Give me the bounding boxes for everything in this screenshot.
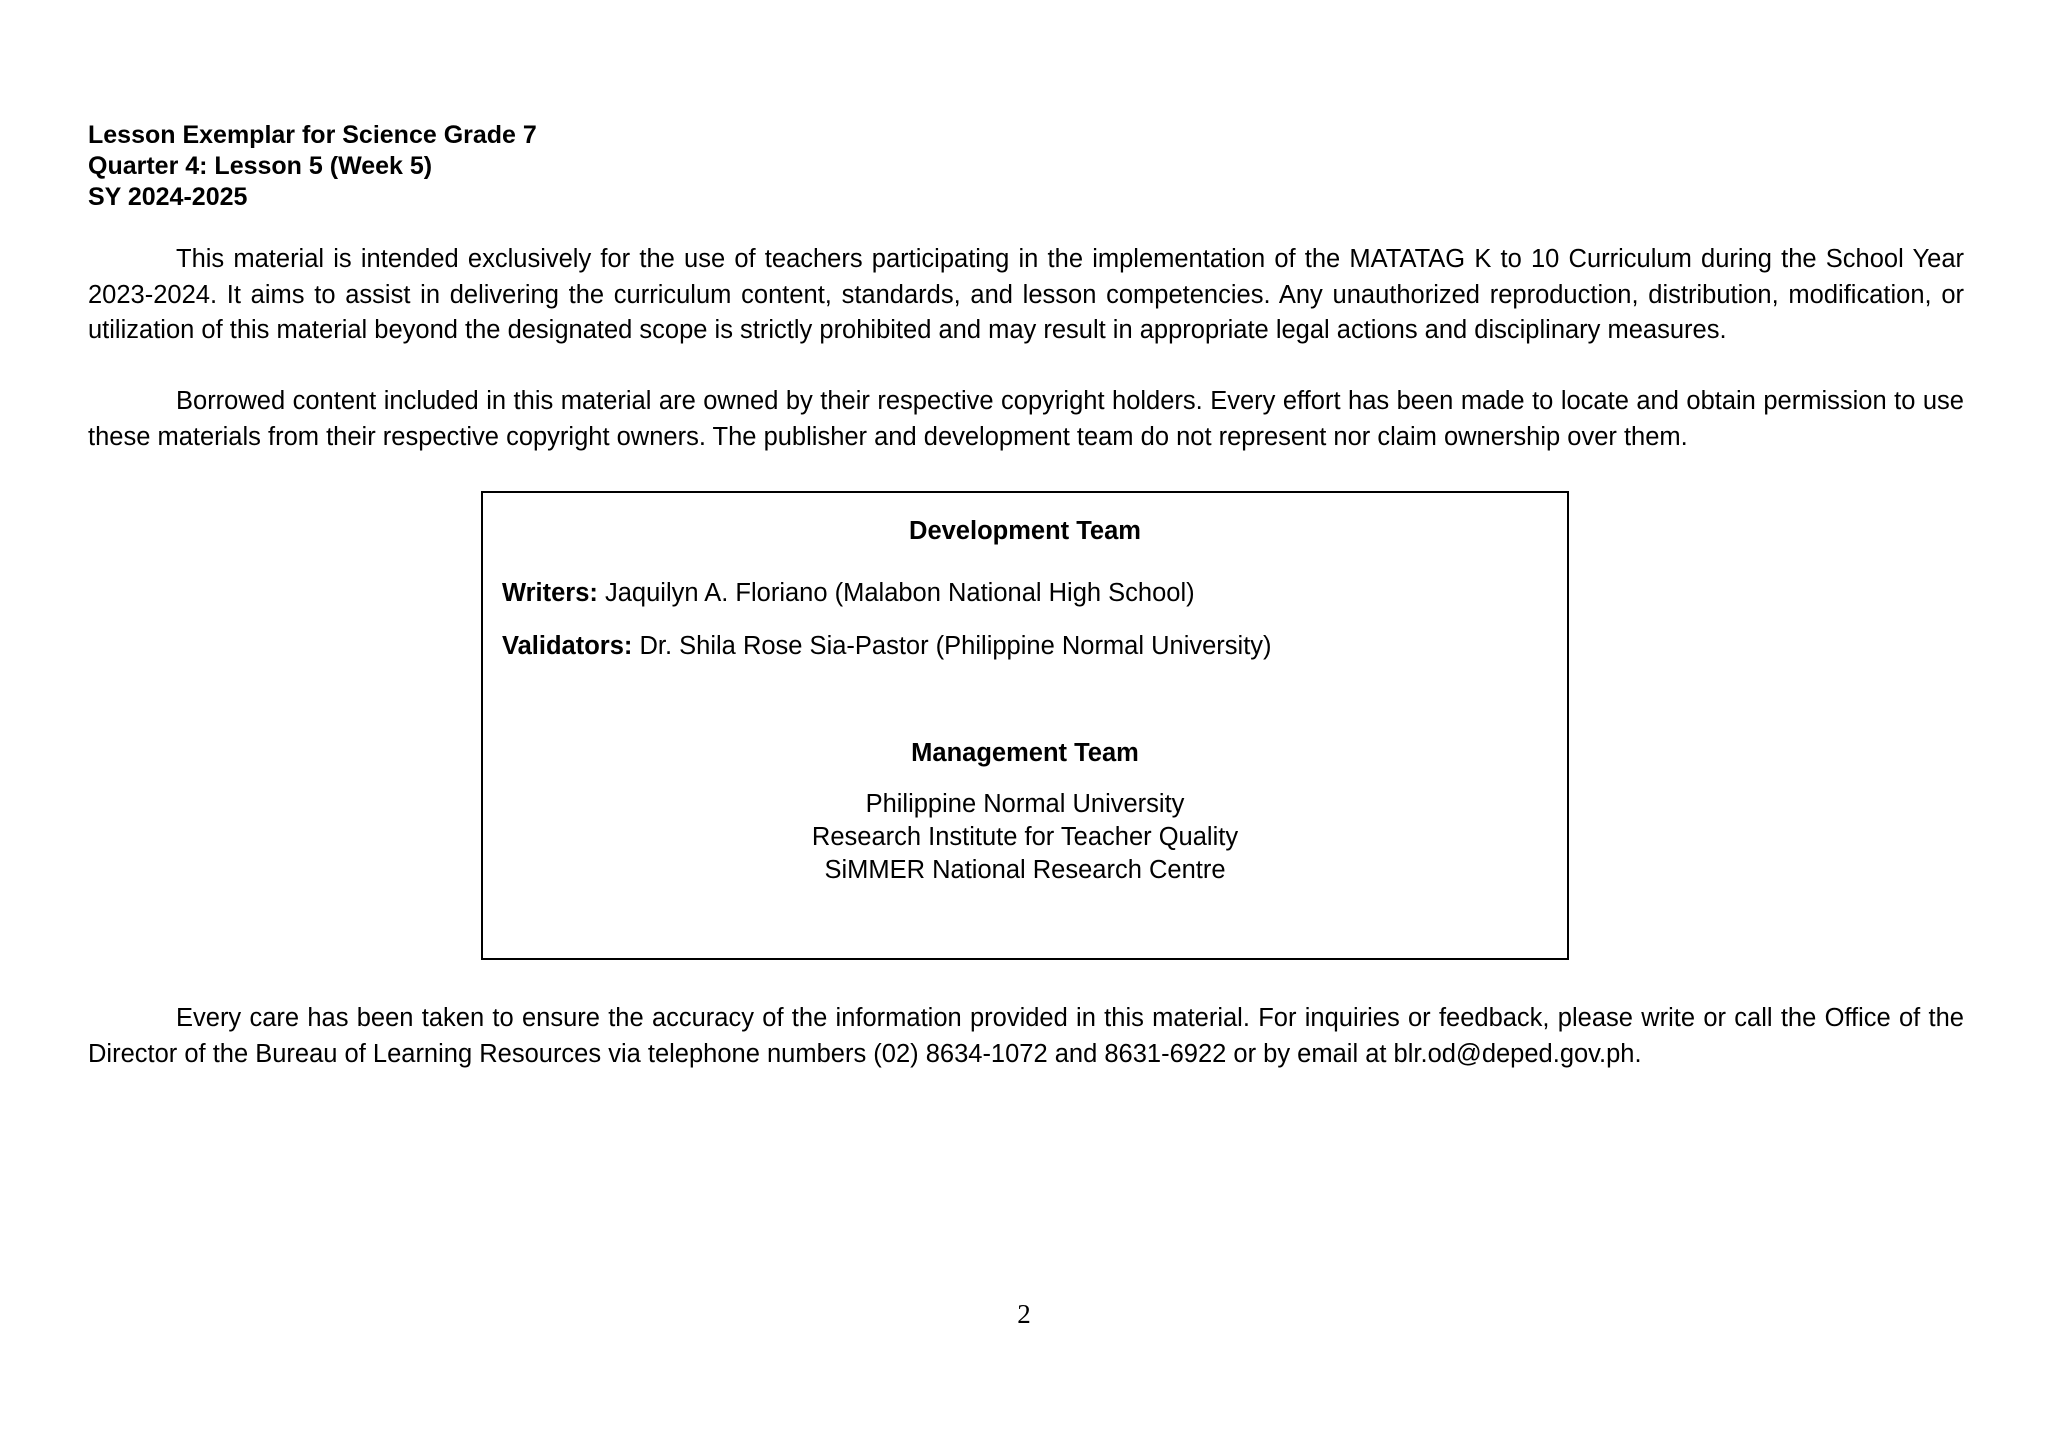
management-line: SiMMER National Research Centre — [824, 856, 1226, 884]
school-year: SY 2024-2025 — [88, 183, 248, 211]
lesson-header — [88, 120, 537, 213]
lesson-title: Lesson Exemplar for Science Grade 7 — [88, 121, 537, 149]
development-team-heading: Development Team — [909, 517, 1141, 545]
management-line: Research Institute for Teacher Quality — [811, 823, 1239, 851]
writers-label: Writers: — [502, 579, 598, 607]
team-credits-box — [481, 491, 1569, 960]
validators-line — [502, 630, 1272, 662]
copyright-paragraph: Borrowed content included in this material are owned by their respective copyright holders. Every effort has been made to locate and obtain permission to use these materials from their respective copyright owners. The publisher and development team do not represent nor claim ownership over them. — [88, 387, 1964, 451]
validators-label: Validators: — [502, 632, 633, 660]
page-number: 2 — [1017, 1299, 1031, 1329]
management-team-list — [483, 788, 1567, 887]
writers-value: Jaquilyn A. Floriano (Malabon National High School) — [604, 579, 1195, 607]
usage-notice-paragraph: This material is intended exclusively for the use of teachers participating in the implementation of the MATATAG K to 10 Curriculum during the School Year 2023-2024. It aims to assist in delivering the curriculum content, standards, and lesson competencies. Any unauthorized reproduction, distribution, modification, or utilization of this material beyond the designated scope is strictly prohibited and may result in appropriate legal actions and disciplinary measures. — [88, 245, 1964, 344]
management-line: Philippine Normal University — [865, 790, 1185, 818]
lesson-quarter-week: Quarter 4: Lesson 5 (Week 5) — [88, 152, 433, 180]
writers-line — [502, 577, 1195, 609]
validators-value: Dr. Shila Rose Sia-Pastor (Philippine Normal University) — [639, 632, 1272, 660]
contact-paragraph: Every care has been taken to ensure the accuracy of the information provided in this material. For inquiries or feedback, please write or call the Office of the Director of the Bureau of Learning Resources via telephone numbers (02) 8634-1072 and 8631-6922 or by email at blr.od@deped.gov.ph. — [88, 1004, 1964, 1068]
management-team-heading: Management Team — [911, 739, 1139, 767]
